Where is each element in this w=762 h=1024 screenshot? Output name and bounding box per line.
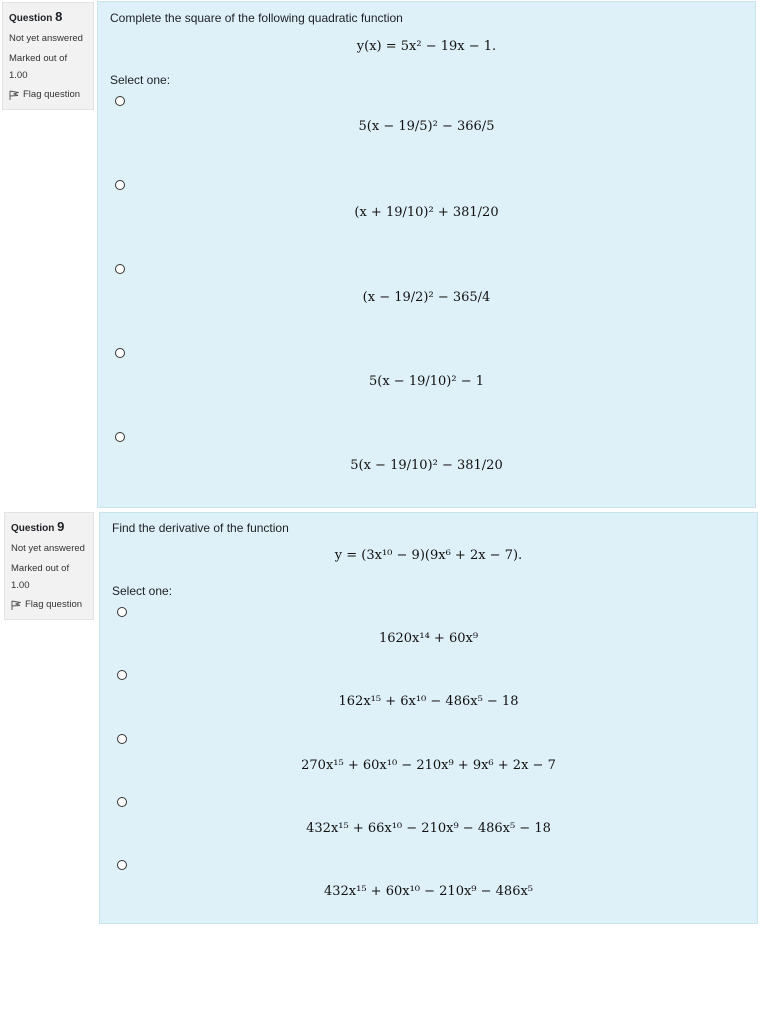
answer-radio-a[interactable] [115,96,125,106]
answer-radio-b[interactable] [117,670,127,680]
marked-value: 1.00 [11,580,30,591]
question-content-8 [97,1,756,508]
answer-radio-e[interactable] [115,432,125,442]
answer-option-b: 162x¹⁵ + 6x¹⁰ − 486x⁵ − 18 [338,694,519,709]
answer-radio-e[interactable] [117,860,127,870]
answer-radio-c[interactable] [115,264,125,274]
answer-radio-c[interactable] [117,734,127,744]
select-one-label: Select one: [110,73,171,87]
answer-radio-a[interactable] [117,607,127,617]
flag-question-label: Flag question [25,599,83,610]
question-label: Question [9,13,53,24]
question-state: Not yet answered [9,33,83,44]
answer-radio-d[interactable] [115,348,125,358]
question-info-8 [2,2,94,110]
question-info-9 [4,512,94,620]
answer-option-d: 432x¹⁵ + 66x¹⁰ − 210x⁹ − 486x⁵ − 18 [306,821,551,836]
flag-question-button[interactable] [9,89,87,100]
answer-radio-b[interactable] [115,180,125,190]
marked-label: Marked out of [11,563,70,574]
flag-icon [11,600,21,610]
select-one-label: Select one: [112,584,173,598]
question-number [9,9,87,24]
answer-option-e: 5(x − 19/10)² − 381/20 [350,458,503,473]
flag-question-label: Flag question [23,89,81,100]
question-number [11,519,87,534]
question-number-value: 8 [55,9,63,24]
answer-option-a: 1620x¹⁴ + 60x⁹ [378,631,479,646]
question-text: Complete the square of the following quadratic function [110,11,403,25]
question-label: Question [11,523,55,534]
question-state: Not yet answered [11,543,85,554]
flag-icon [9,90,19,100]
flag-question-button[interactable] [11,599,87,610]
answer-option-c: (x − 19/2)² − 365/4 [362,290,491,305]
answer-option-b: (x + 19/10)² + 381/20 [354,205,499,220]
question-text: Find the derivative of the function [112,521,289,535]
function-display: y(x) = 5x² − 19x − 1. [356,39,497,54]
marked-value: 1.00 [9,70,28,81]
marked-label: Marked out of [9,53,68,64]
answer-option-e: 432x¹⁵ + 60x¹⁰ − 210x⁹ − 486x⁵ [323,884,534,899]
answer-radio-d[interactable] [117,797,127,807]
answer-option-c: 270x¹⁵ + 60x¹⁰ − 210x⁹ + 9x⁶ + 2x − 7 [301,758,556,773]
question-number-value: 9 [57,519,65,534]
answer-option-a: 5(x − 19/5)² − 366/5 [358,119,495,134]
answer-option-d: 5(x − 19/10)² − 1 [368,374,484,389]
question-content-9 [99,512,758,924]
function-display: y = (3x¹⁰ − 9)(9x⁶ + 2x − 7). [334,548,523,563]
